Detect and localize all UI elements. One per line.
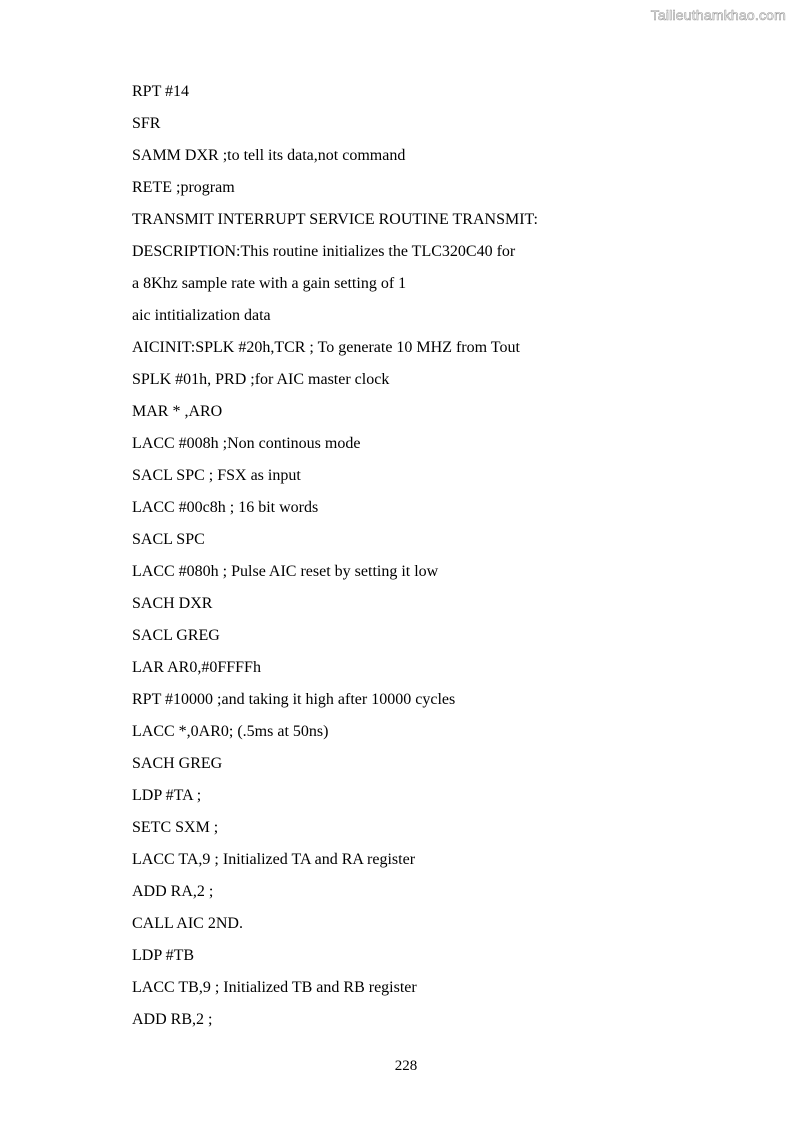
code-line: RETE ;program: [132, 179, 235, 196]
code-line: LACC #080h ; Pulse AIC reset by setting it low: [132, 563, 439, 580]
code-line: LACC *,0AR0; (.5ms at 50ns): [132, 723, 329, 740]
code-line: LDP #TA ;: [132, 787, 202, 804]
code-line: RPT #14: [132, 83, 190, 100]
code-line: SPLK #01h, PRD ;for AIC master clock: [132, 371, 390, 388]
code-line: SACL SPC ; FSX as input: [132, 467, 301, 484]
code-line: RPT #10000 ;and taking it high after 10000 cycles: [132, 691, 456, 708]
code-line: LACC #008h ;Non continous mode: [132, 435, 361, 452]
code-line: SACH DXR: [132, 595, 213, 612]
code-line: DESCRIPTION:This routine initializes the TLC320C40 for: [132, 243, 516, 260]
code-listing: [132, 76, 752, 1036]
code-line: SFR: [132, 115, 161, 132]
code-line: LACC TA,9 ; Initialized TA and RA register: [132, 851, 416, 868]
code-line: TRANSMIT INTERRUPT SERVICE ROUTINE TRANSMIT:: [132, 211, 538, 228]
code-line: LDP #TB: [132, 947, 195, 964]
code-line: LAR AR0,#0FFFFh: [132, 659, 261, 676]
page-number: 228: [394, 1058, 418, 1074]
code-line: SACH GREG: [132, 755, 223, 772]
code-line: MAR * ,ARO: [132, 403, 223, 420]
code-line: CALL AIC 2ND.: [132, 915, 243, 932]
code-line: SACL SPC: [132, 531, 205, 548]
code-line: LACC TB,9 ; Initialized TB and RB register: [132, 979, 417, 996]
code-line: aic intitialization data: [132, 307, 271, 324]
code-line: ADD RB,2 ;: [132, 1011, 213, 1028]
code-line: a 8Khz sample rate with a gain setting of 1: [132, 275, 407, 292]
code-line: AICINIT:SPLK #20h,TCR ; To generate 10 MHZ from Tout: [132, 339, 520, 356]
code-line: SETC SXM ;: [132, 819, 219, 836]
code-line: SACL GREG: [132, 627, 220, 644]
watermark-text: Tailieuthamkhao.com: [650, 7, 786, 23]
code-line: LACC #00c8h ; 16 bit words: [132, 499, 319, 516]
code-line: SAMM DXR ;to tell its data,not command: [132, 147, 406, 164]
code-line: ADD RA,2 ;: [132, 883, 214, 900]
